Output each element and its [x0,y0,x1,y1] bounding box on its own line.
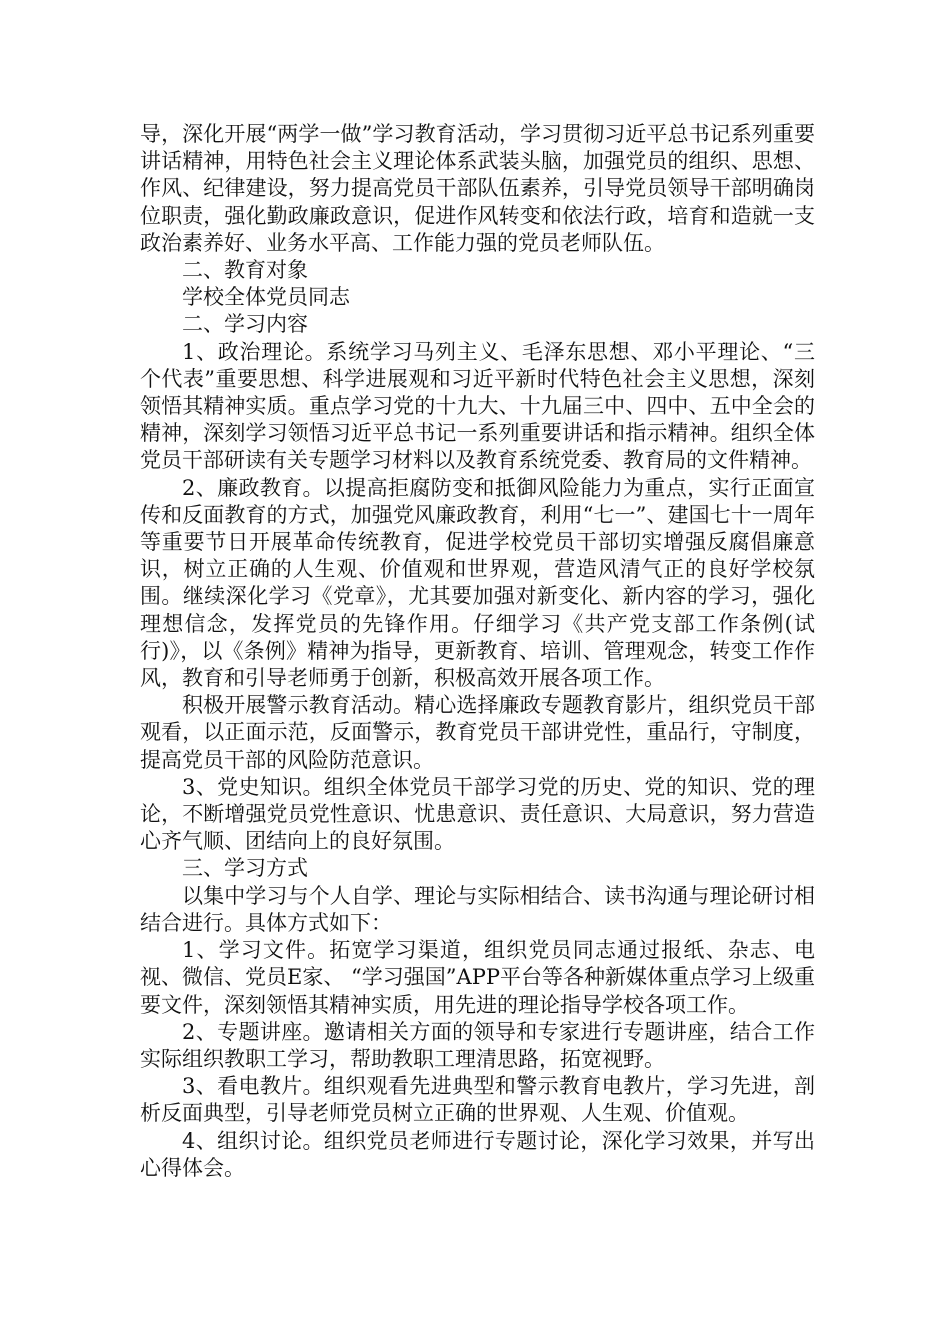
heading-study-content: 二、学习内容 [182,312,308,337]
paragraph-special-lectures: 2、专题讲座。邀请相关方面的领导和专家进行专题讲座，结合工作实际组织教职工学习，帮助教职工理清思路，拓宽视野。 [140,1019,815,1071]
heading-education-target: 二、教育对象 [182,258,308,283]
paragraph-educational-films: 3、看电教片。组织观看先进典型和警示教育电教片，学习先进，剖析反面典型，引导老师党员树立正确的世界观、人生观、价值观。 [140,1074,815,1126]
paragraph-warning-education: 积极开展警示教育活动。精心选择廉政专题教育影片，组织党员干部观看，以正面示范，反面警示，教育党员干部讲党性，重品行，守制度，提高党员干部的风险防范意识。 [140,693,815,772]
paragraph-study-documents: 1、学习文件。拓宽学习渠道，组织党员同志通过报纸、杂志、电视、微信、党员E家、 “学习强国”APP平台等各种新媒体重点学习上级重要文件，深刻领悟其精神实质，用先进的理论指导学校各项工作。 [140,938,815,1017]
document-body [140,121,815,1182]
paragraph-integrity-education: 2、廉政教育。以提高拒腐防变和抵御风险能力为重点，实行正面宣传和反面教育的方式，加强党风廉政教育，利用“七一”、建国七十一周年等重要节日开展革命传统教育，促进学校党员干部切实增强反腐倡廉意识，树立正确的人生观、价值观和世界观，营造风清气正的良好学校氛围。继续深化学习《党章》，尤其要加强对新变化、新内容的学习，强化理想信念，发挥党员的先锋作用。仔细学习《共产党支部工作条例(试行)》，以《条例》精神为指导，更新教育、培训、管理观念，转变工作作风，教育和引导老师勇于创新，积极高效开展各项工作。 [140,475,815,691]
heading-study-methods: 三、学习方式 [182,856,308,881]
paragraph-intro-continuation: 导，深化开展“两学一做”学习教育活动，学习贯彻习近平总书记系列重要讲话精神，用特色社会主义理论体系武装头脑，加强党员的组织、思想、作风、纪律建设，努力提高党员干部队伍素养，引导党员领导干部明确岗位职责，强化勤政廉政意识，促进作风转变和依法行政，培育和造就一支政治素养好、业务水平高、工作能力强的党员老师队伍。 [140,122,815,255]
paragraph-discussions: 4、组织讨论。组织党员老师进行专题讨论，深化学习效果，并写出心得体会。 [140,1128,815,1180]
paragraph-methods-intro: 以集中学习与个人自学、理论与实际相结合、读书沟通与理论研讨相结合进行。具体方式如下： [140,883,815,935]
paragraph-party-history: 3、党史知识。组织全体党员干部学习党的历史、党的知识、党的理论，不断增强党员党性意识、忧患意识、责任意识、大局意识，努力营造心齐气顺、团结向上的良好氛围。 [140,774,815,854]
paragraph-education-target: 学校全体党员同志 [182,285,350,310]
paragraph-political-theory: 1、政治理论。系统学习马列主义、毛泽东思想、邓小平理论、“三个代表”重要思想、科学进展观和习近平新时代特色社会主义思想，深刻领悟其精神实质。重点学习党的十九大、十九届三中、四中、五中全会的精神，深刻学习领悟习近平总书记一系列重要讲话和指示精神。组织全体党员干部研读有关专题学习材料以及教育系统党委、教育局的文件精神。 [140,339,815,473]
